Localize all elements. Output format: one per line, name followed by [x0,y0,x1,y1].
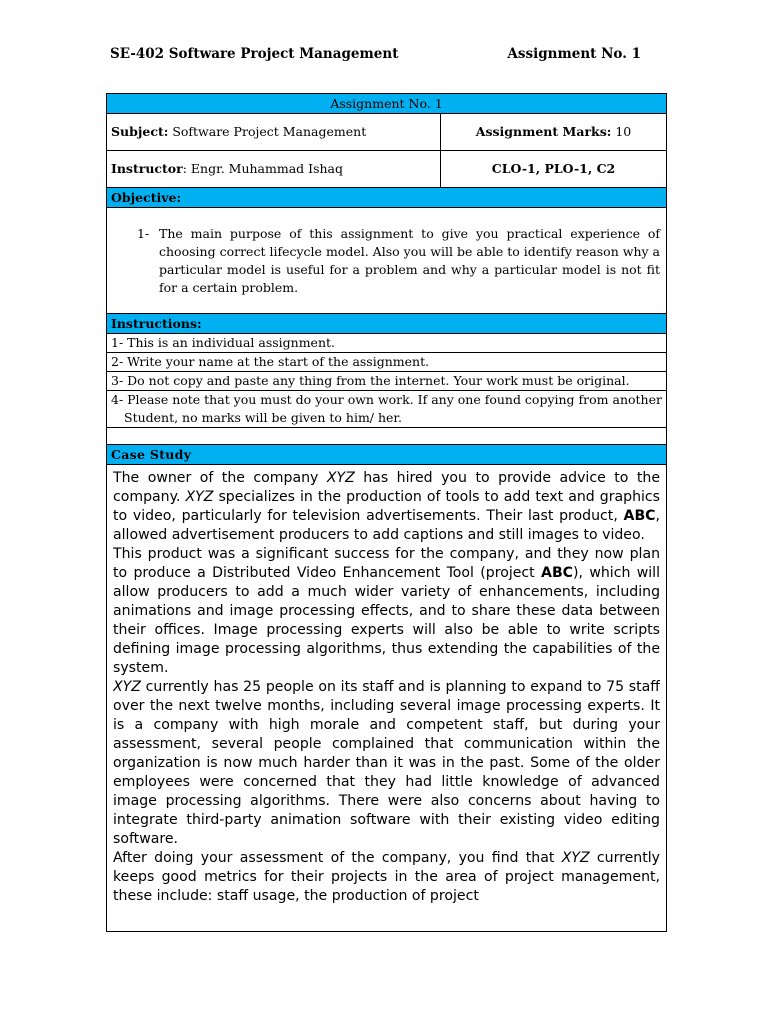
marks-label: Assignment Marks: [475,124,612,139]
marks-cell [441,114,667,151]
case-study-heading: Case Study [107,445,667,465]
company-name: XYZ [326,470,355,486]
blank-row [107,428,667,445]
course-header: SE-402 Software Project Management [110,46,399,62]
case-study-paragraph-4 [113,849,660,906]
company-name: XYZ [113,679,141,695]
text-run: specializes in the production of tools to add text and graphics to video, particularly for television advertisements. Their last product, [113,489,661,524]
instruction-4-line-2: Student, no marks will be given to him/ her. [124,410,403,425]
instruction-4 [107,391,667,428]
company-name: XYZ [561,850,590,866]
instruction-2: 2- Write your name at the start of the assignment. [107,353,667,372]
product-name: ABC [541,565,574,581]
instructions-heading: Instructions: [107,314,667,334]
instructor-value: : Engr. Muhammad Ishaq [182,161,343,176]
objective-number: 1- [137,225,150,241]
subject-cell [107,114,441,151]
instruction-3: 3- Do not copy and paste any thing from the internet. Your work must be original. [107,372,667,391]
objective-text: The main purpose of this assignment to give you practical experience of choosing correct lifecycle model. Also you will be able to identify reason why a particular model is useful for a problem and why a particular model is not fit for a certain problem. [159,225,661,295]
text-run: ), which will allow producers to add a much wider variety of enhancements, including animations and image processing effects, and to share these data between their offices. Image processing experts will also be able to write scripts defining image processing algorithms, thus extending the capabilities of the system. [113,565,661,676]
product-name: ABC [623,508,656,524]
text-run: After doing your assessment of the company, you find that [113,850,562,866]
clo-cell: CLO-1, PLO-1, C2 [441,151,667,188]
instructor-label: Instructor [111,161,183,176]
instruction-4-line-1: 4- Please note that you must do your own work. If any one found copying from another [111,392,662,407]
text-run: currently has 25 people on its staff and is planning to expand to 75 staff over the next twelve months, including several image processing experts. It is a company with high morale and competent staff, but during your assessment, several people complained that communication within the organization is now much harder than it was in the past. Some of the older employees were concerned that they had little knowledge of advanced image processing algorithms. There were also concerns about having to integrate third-party animation software with their existing video editing software. [113,679,661,847]
case-study-body [107,465,667,932]
company-name: XYZ [185,489,214,505]
instruction-1: 1- This is an individual assignment. [107,334,667,353]
subject-value: Software Project Management [168,124,367,139]
assignment-header: Assignment No. 1 [507,46,641,62]
table-title: Assignment No. 1 [107,94,667,114]
marks-value: 10 [611,124,632,139]
text-run: currently keeps good metrics for their projects in the area of project management, these include: staff usage, the production of project [113,850,661,904]
text-run: This product was a significant success for the company, and they now plan to produce a Distributed Video Enhancement Tool (project [113,546,661,581]
instructor-cell [107,151,441,188]
case-study-paragraph-2 [113,545,660,678]
objective-list-item [111,225,662,297]
text-run: , allowed advertisement producers to add captions and still images to video. [113,508,661,543]
case-study-paragraph-1 [113,469,660,545]
case-study-paragraph-3 [113,678,660,849]
assignment-table [106,93,667,932]
text-run: The owner of the company [113,470,327,486]
objective-cell [107,208,667,314]
subject-label: Subject: [111,124,169,139]
text-run: has hired you to provide advice to the company. [113,470,660,505]
objective-heading: Objective: [107,188,667,208]
